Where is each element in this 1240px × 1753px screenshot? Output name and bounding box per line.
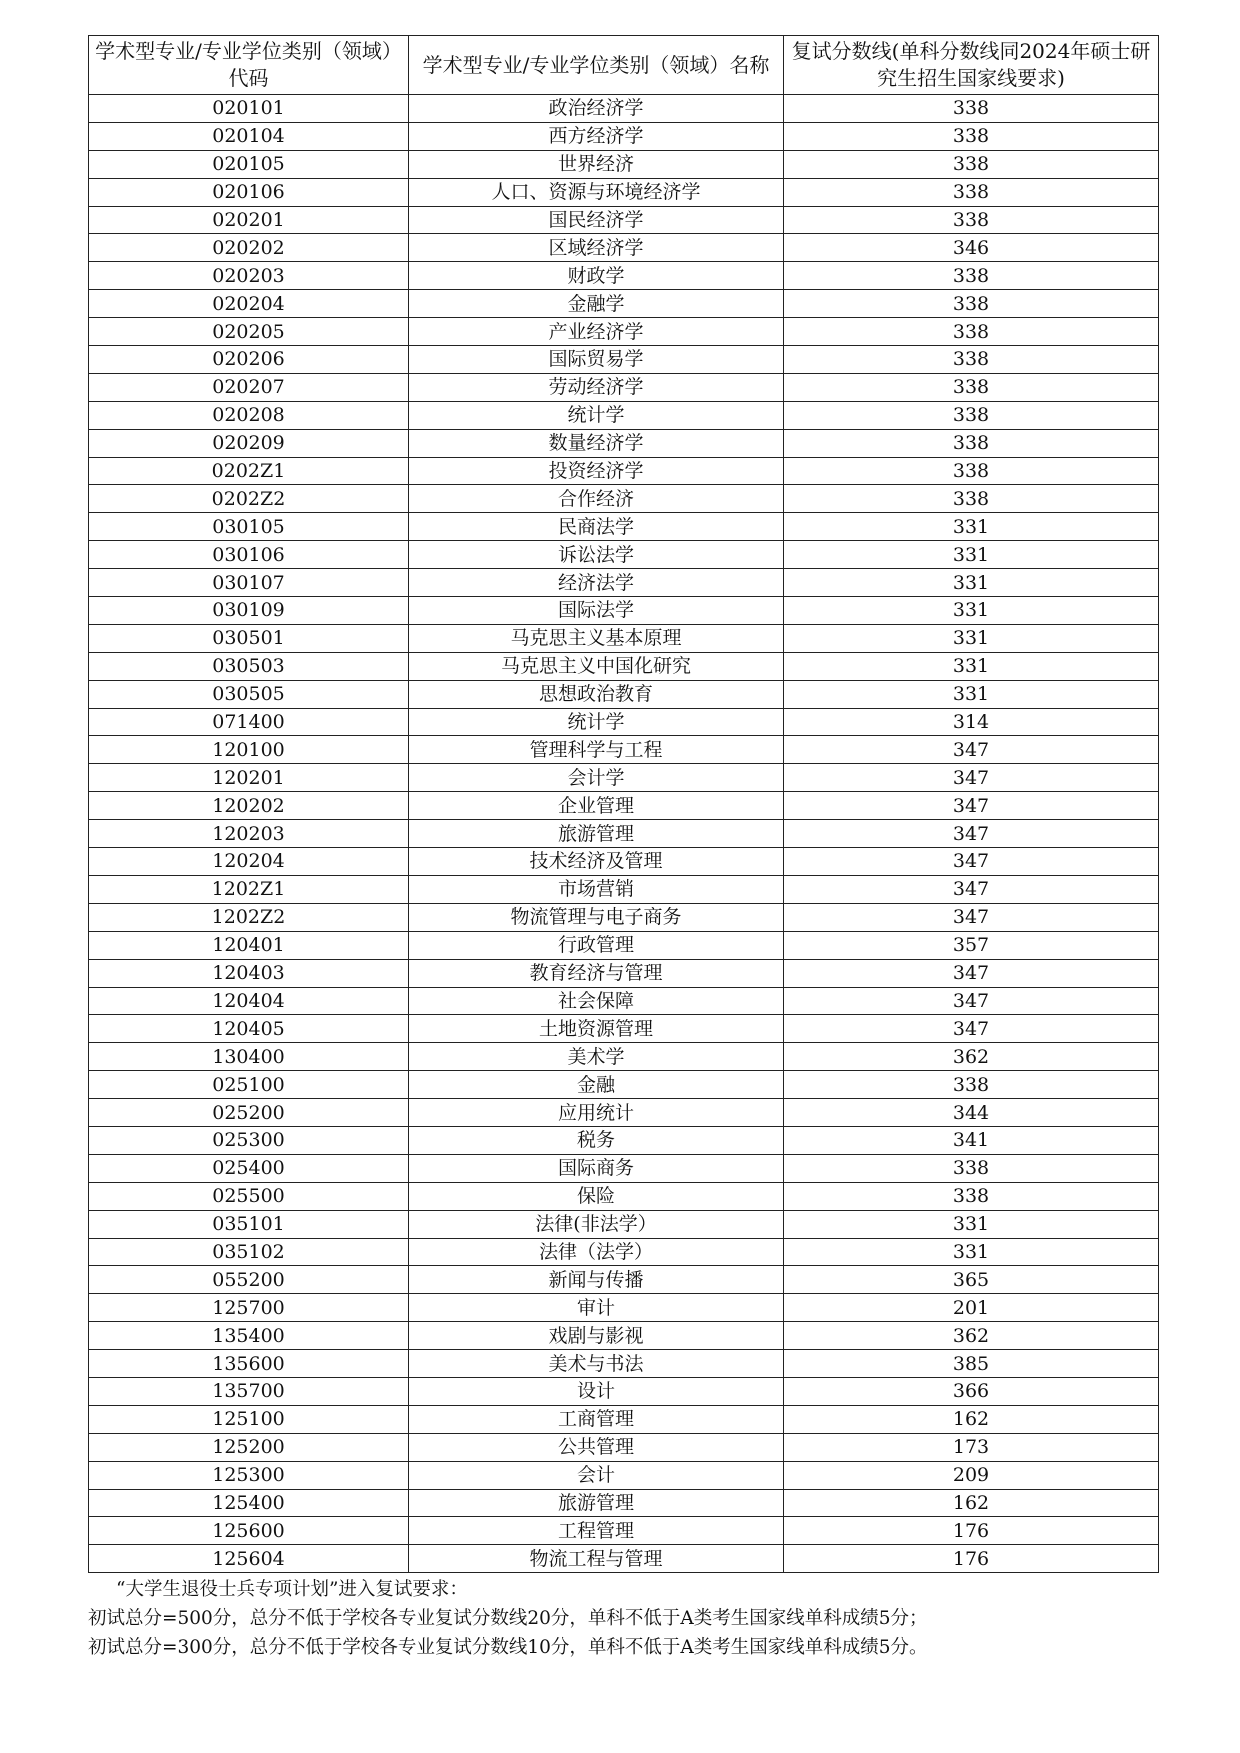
cell-name: 会计学 — [409, 764, 784, 792]
cell-code: 120204 — [89, 848, 409, 876]
cell-name: 国际商务 — [409, 1154, 784, 1182]
table-row — [89, 234, 1159, 262]
cell-score: 362 — [784, 1043, 1159, 1071]
table-row — [89, 903, 1159, 931]
cell-score: 338 — [784, 206, 1159, 234]
cell-score: 176 — [784, 1517, 1159, 1545]
cell-name: 法律(非法学） — [409, 1210, 784, 1238]
cell-code: 020105 — [89, 150, 409, 178]
cell-code: 030106 — [89, 541, 409, 569]
cell-name: 美术学 — [409, 1043, 784, 1071]
cell-score: 338 — [784, 373, 1159, 401]
cell-code: 025100 — [89, 1071, 409, 1099]
table-row — [89, 1405, 1159, 1433]
table-row — [89, 875, 1159, 903]
cell-code: 020106 — [89, 178, 409, 206]
cell-code: 1202Z1 — [89, 875, 409, 903]
cell-code: 071400 — [89, 708, 409, 736]
cell-code: 135700 — [89, 1377, 409, 1405]
cell-code: 020204 — [89, 290, 409, 318]
cell-score: 347 — [784, 792, 1159, 820]
table-row — [89, 1350, 1159, 1378]
table-row — [89, 597, 1159, 625]
cell-name: 法律（法学） — [409, 1238, 784, 1266]
table-row — [89, 1182, 1159, 1210]
cell-score: 331 — [784, 513, 1159, 541]
cell-code: 020209 — [89, 429, 409, 457]
cell-name: 旅游管理 — [409, 1489, 784, 1517]
cell-name: 合作经济 — [409, 485, 784, 513]
cell-code: 0202Z2 — [89, 485, 409, 513]
cell-code: 020207 — [89, 373, 409, 401]
cell-score: 338 — [784, 178, 1159, 206]
cell-score: 331 — [784, 541, 1159, 569]
cell-score: 338 — [784, 122, 1159, 150]
cell-score: 347 — [784, 764, 1159, 792]
table-row — [89, 959, 1159, 987]
cell-score: 338 — [784, 262, 1159, 290]
cell-code: 020101 — [89, 95, 409, 123]
cell-code: 0202Z1 — [89, 457, 409, 485]
cell-score: 338 — [784, 318, 1159, 346]
cell-code: 120405 — [89, 1015, 409, 1043]
cell-name: 产业经济学 — [409, 318, 784, 346]
table-row — [89, 1210, 1159, 1238]
cell-score: 385 — [784, 1350, 1159, 1378]
cell-score: 338 — [784, 401, 1159, 429]
cell-name: 金融学 — [409, 290, 784, 318]
cell-code: 1202Z2 — [89, 903, 409, 931]
cell-code: 035102 — [89, 1238, 409, 1266]
cell-code: 130400 — [89, 1043, 409, 1071]
score-line-table — [88, 35, 1159, 1573]
cell-code: 135600 — [89, 1350, 409, 1378]
table-row — [89, 178, 1159, 206]
table-row — [89, 150, 1159, 178]
table-row — [89, 931, 1159, 959]
cell-score: 331 — [784, 652, 1159, 680]
cell-code: 030503 — [89, 652, 409, 680]
cell-code: 125700 — [89, 1294, 409, 1322]
cell-name: 保险 — [409, 1182, 784, 1210]
table-row — [89, 401, 1159, 429]
cell-score: 338 — [784, 1071, 1159, 1099]
table-row — [89, 95, 1159, 123]
cell-name: 教育经济与管理 — [409, 959, 784, 987]
cell-score: 209 — [784, 1461, 1159, 1489]
cell-code: 025200 — [89, 1099, 409, 1127]
table-row — [89, 346, 1159, 374]
table-row — [89, 429, 1159, 457]
table-row — [89, 1377, 1159, 1405]
cell-score: 331 — [784, 624, 1159, 652]
cell-score: 347 — [784, 1015, 1159, 1043]
cell-name: 工程管理 — [409, 1517, 784, 1545]
table-row — [89, 457, 1159, 485]
table-row — [89, 624, 1159, 652]
cell-score: 347 — [784, 820, 1159, 848]
cell-score: 338 — [784, 150, 1159, 178]
notes-line: 初试总分=300分，总分不低于学校各专业复试分数线10分，单科不低于A类考生国家线单科成绩5分。 — [88, 1637, 928, 1659]
table-row — [89, 1545, 1159, 1573]
cell-code: 120401 — [89, 931, 409, 959]
cell-name: 区域经济学 — [409, 234, 784, 262]
cell-code: 020201 — [89, 206, 409, 234]
cell-code: 120203 — [89, 820, 409, 848]
cell-score: 362 — [784, 1322, 1159, 1350]
cell-score: 344 — [784, 1099, 1159, 1127]
header-score: 复试分数线(单科分数线同2024年硕士研究生招生国家线要求) — [784, 36, 1159, 95]
cell-name: 统计学 — [409, 708, 784, 736]
table-row — [89, 1433, 1159, 1461]
cell-code: 120404 — [89, 987, 409, 1015]
table-row — [89, 708, 1159, 736]
table-row — [89, 373, 1159, 401]
cell-score: 338 — [784, 95, 1159, 123]
cell-score: 331 — [784, 569, 1159, 597]
cell-score: 338 — [784, 485, 1159, 513]
cell-code: 125200 — [89, 1433, 409, 1461]
document-page — [88, 35, 1158, 1662]
cell-code: 125604 — [89, 1545, 409, 1573]
table-row — [89, 1461, 1159, 1489]
cell-code: 030501 — [89, 624, 409, 652]
table-row — [89, 485, 1159, 513]
cell-name: 金融 — [409, 1071, 784, 1099]
notes-title: “大学生退役士兵专项计划”进入复试要求： — [116, 1579, 468, 1601]
cell-name: 物流工程与管理 — [409, 1545, 784, 1573]
cell-name: 人口、资源与环境经济学 — [409, 178, 784, 206]
cell-score: 338 — [784, 457, 1159, 485]
cell-score: 347 — [784, 848, 1159, 876]
table-row — [89, 1266, 1159, 1294]
cell-score: 338 — [784, 290, 1159, 318]
cell-score: 331 — [784, 1238, 1159, 1266]
cell-code: 030107 — [89, 569, 409, 597]
table-row — [89, 736, 1159, 764]
table-row — [89, 541, 1159, 569]
cell-code: 035101 — [89, 1210, 409, 1238]
cell-name: 应用统计 — [409, 1099, 784, 1127]
table-body — [89, 95, 1159, 1573]
table-row — [89, 262, 1159, 290]
cell-code: 055200 — [89, 1266, 409, 1294]
cell-score: 347 — [784, 987, 1159, 1015]
table-row — [89, 848, 1159, 876]
cell-score: 338 — [784, 1182, 1159, 1210]
table-row — [89, 1154, 1159, 1182]
table-row — [89, 569, 1159, 597]
cell-name: 诉讼法学 — [409, 541, 784, 569]
cell-code: 135400 — [89, 1322, 409, 1350]
table-row — [89, 318, 1159, 346]
notes-section — [88, 1575, 1158, 1662]
cell-name: 新闻与传播 — [409, 1266, 784, 1294]
cell-score: 366 — [784, 1377, 1159, 1405]
cell-score: 341 — [784, 1126, 1159, 1154]
cell-name: 经济法学 — [409, 569, 784, 597]
cell-code: 120100 — [89, 736, 409, 764]
cell-code: 020104 — [89, 122, 409, 150]
cell-code: 020205 — [89, 318, 409, 346]
cell-name: 旅游管理 — [409, 820, 784, 848]
table-row — [89, 764, 1159, 792]
cell-score: 347 — [784, 736, 1159, 764]
table-row — [89, 1517, 1159, 1545]
header-name: 学术型专业/专业学位类别（领域）名称 — [409, 36, 784, 95]
table-row — [89, 1238, 1159, 1266]
cell-code: 020208 — [89, 401, 409, 429]
table-row — [89, 792, 1159, 820]
cell-name: 设计 — [409, 1377, 784, 1405]
cell-name: 马克思主义中国化研究 — [409, 652, 784, 680]
cell-score: 331 — [784, 1210, 1159, 1238]
cell-score: 162 — [784, 1489, 1159, 1517]
cell-name: 国际贸易学 — [409, 346, 784, 374]
cell-code: 125300 — [89, 1461, 409, 1489]
cell-name: 审计 — [409, 1294, 784, 1322]
cell-code: 125400 — [89, 1489, 409, 1517]
table-row — [89, 1126, 1159, 1154]
cell-score: 357 — [784, 931, 1159, 959]
cell-name: 土地资源管理 — [409, 1015, 784, 1043]
cell-code: 025300 — [89, 1126, 409, 1154]
cell-name: 国际法学 — [409, 597, 784, 625]
cell-name: 市场营销 — [409, 875, 784, 903]
cell-name: 技术经济及管理 — [409, 848, 784, 876]
cell-score: 314 — [784, 708, 1159, 736]
cell-score: 162 — [784, 1405, 1159, 1433]
cell-score: 365 — [784, 1266, 1159, 1294]
cell-name: 社会保障 — [409, 987, 784, 1015]
cell-code: 125100 — [89, 1405, 409, 1433]
cell-score: 347 — [784, 959, 1159, 987]
cell-score: 331 — [784, 680, 1159, 708]
cell-name: 管理科学与工程 — [409, 736, 784, 764]
cell-name: 物流管理与电子商务 — [409, 903, 784, 931]
cell-name: 财政学 — [409, 262, 784, 290]
cell-name: 会计 — [409, 1461, 784, 1489]
cell-code: 025400 — [89, 1154, 409, 1182]
table-row — [89, 1099, 1159, 1127]
cell-score: 331 — [784, 597, 1159, 625]
table-row — [89, 1294, 1159, 1322]
table-header-row — [89, 36, 1159, 95]
cell-code: 030505 — [89, 680, 409, 708]
cell-name: 数量经济学 — [409, 429, 784, 457]
table-row — [89, 1071, 1159, 1099]
cell-name: 公共管理 — [409, 1433, 784, 1461]
cell-score: 347 — [784, 903, 1159, 931]
cell-name: 政治经济学 — [409, 95, 784, 123]
cell-code: 125600 — [89, 1517, 409, 1545]
cell-code: 120201 — [89, 764, 409, 792]
cell-name: 企业管理 — [409, 792, 784, 820]
cell-score: 173 — [784, 1433, 1159, 1461]
cell-code: 020202 — [89, 234, 409, 262]
cell-code: 030109 — [89, 597, 409, 625]
cell-code: 020206 — [89, 346, 409, 374]
cell-name: 世界经济 — [409, 150, 784, 178]
table-row — [89, 290, 1159, 318]
cell-score: 338 — [784, 429, 1159, 457]
cell-score: 346 — [784, 234, 1159, 262]
table-row — [89, 1489, 1159, 1517]
cell-name: 美术与书法 — [409, 1350, 784, 1378]
header-code: 学术型专业/专业学位类别（领域）代码 — [89, 36, 409, 95]
cell-name: 国民经济学 — [409, 206, 784, 234]
cell-code: 120403 — [89, 959, 409, 987]
cell-name: 税务 — [409, 1126, 784, 1154]
cell-score: 347 — [784, 875, 1159, 903]
cell-code: 025500 — [89, 1182, 409, 1210]
cell-score: 176 — [784, 1545, 1159, 1573]
notes-line: 初试总分=500分，总分不低于学校各专业复试分数线20分，单科不低于A类考生国家线单科成绩5分； — [88, 1608, 928, 1630]
cell-name: 戏剧与影视 — [409, 1322, 784, 1350]
cell-name: 工商管理 — [409, 1405, 784, 1433]
table-row — [89, 680, 1159, 708]
table-row — [89, 820, 1159, 848]
table-row — [89, 206, 1159, 234]
cell-name: 思想政治教育 — [409, 680, 784, 708]
cell-name: 行政管理 — [409, 931, 784, 959]
table-row — [89, 1015, 1159, 1043]
cell-score: 201 — [784, 1294, 1159, 1322]
cell-score: 338 — [784, 1154, 1159, 1182]
table-row — [89, 513, 1159, 541]
cell-code: 020203 — [89, 262, 409, 290]
table-row — [89, 122, 1159, 150]
cell-code: 120202 — [89, 792, 409, 820]
cell-score: 338 — [784, 346, 1159, 374]
table-row — [89, 652, 1159, 680]
cell-name: 民商法学 — [409, 513, 784, 541]
cell-name: 劳动经济学 — [409, 373, 784, 401]
cell-name: 马克思主义基本原理 — [409, 624, 784, 652]
cell-code: 030105 — [89, 513, 409, 541]
table-row — [89, 987, 1159, 1015]
cell-name: 投资经济学 — [409, 457, 784, 485]
table-row — [89, 1322, 1159, 1350]
cell-name: 统计学 — [409, 401, 784, 429]
table-row — [89, 1043, 1159, 1071]
cell-name: 西方经济学 — [409, 122, 784, 150]
